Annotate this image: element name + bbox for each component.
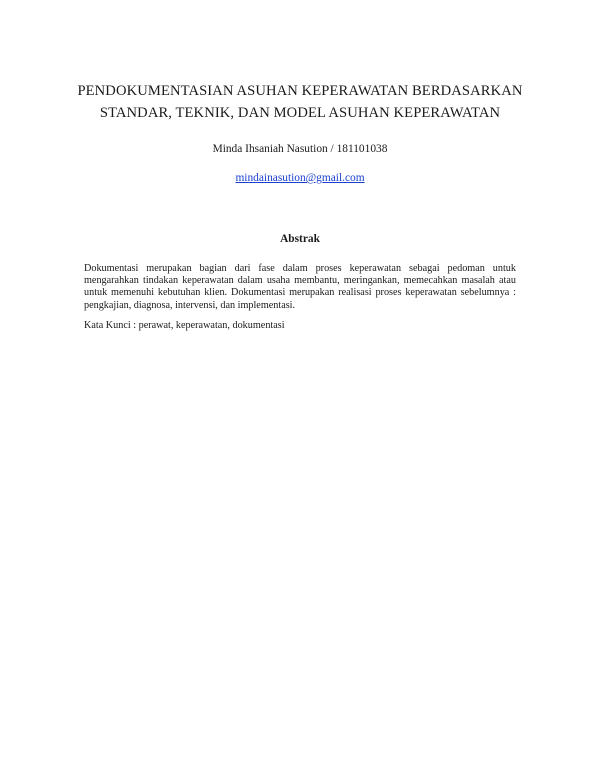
paper-title [60, 80, 540, 124]
abstract-body: Dokumentasi merupakan bagian dari fase dalam proses keperawatan sebagai pedoman untuk mengarahkan tindakan keperawatan dalam usaha membantu, meringankan, memecahkan masalah atau untuk memenuhi kebutuhan klien. Dokumentasi merupakan realisasi proses keperawatan sebelumnya : pengkajian, diagnosa, intervensi, dan implementasi. [84, 263, 516, 311]
email-line [0, 171, 600, 185]
paper-title-line-2: STANDAR, TEKNIK, DAN MODEL ASUHAN KEPERAWATAN [99, 105, 501, 121]
abstract-heading: Abstrak [280, 233, 320, 245]
paper-title-line-1: PENDOKUMENTASIAN ASUHAN KEPERAWATAN BERDASARKAN [77, 83, 523, 99]
keywords-line: Kata Kunci : perawat, keperawatan, dokumentasi [84, 320, 285, 331]
email-link[interactable]: mindainasution@gmail.com [235, 172, 365, 184]
author-line: Minda Ihsaniah Nasution / 181101038 [212, 143, 388, 155]
